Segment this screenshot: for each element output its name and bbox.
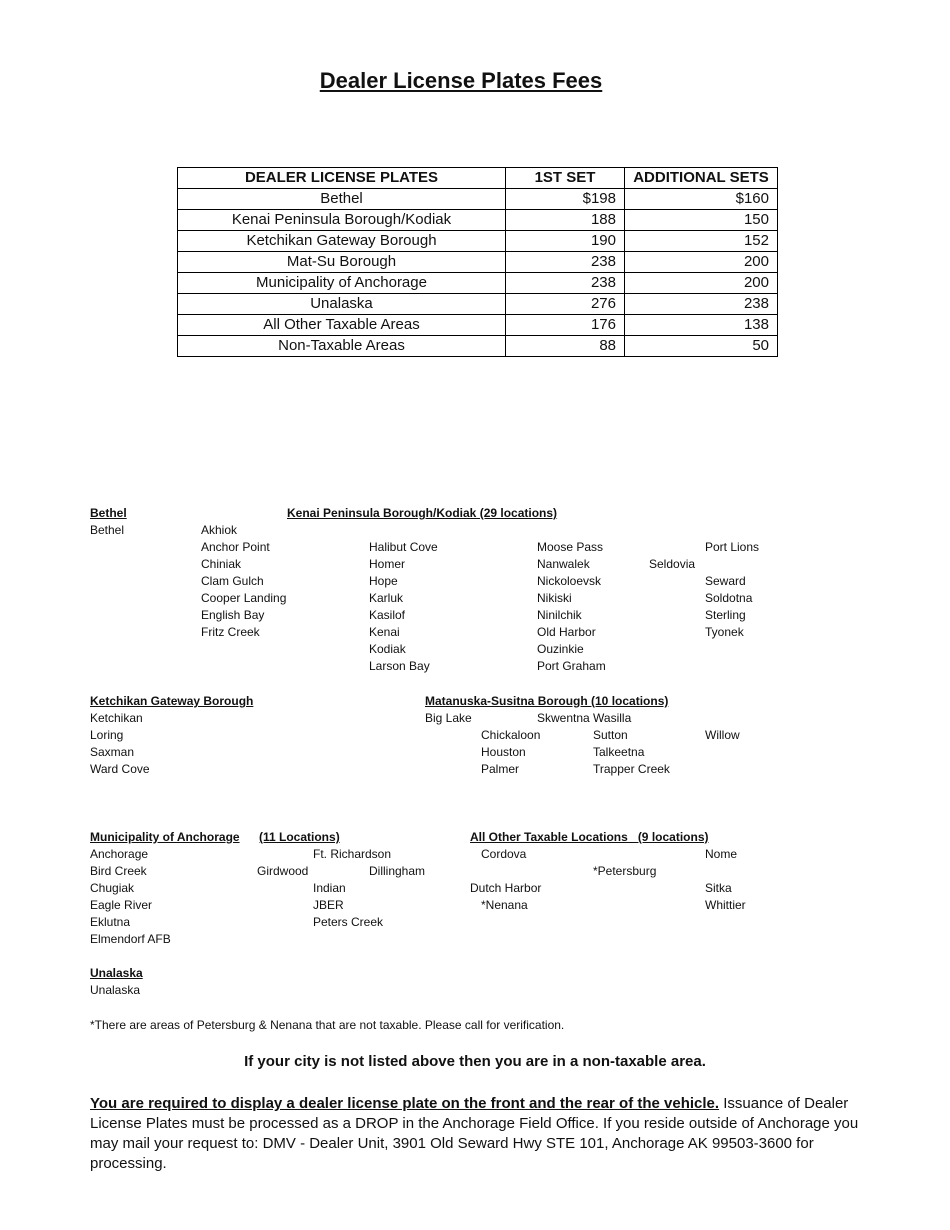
- table-row: [178, 294, 778, 315]
- location-item: Whittier: [705, 898, 746, 912]
- location-item: Skwentna Wasilla: [537, 711, 632, 725]
- first-set-cell: 238: [506, 252, 625, 273]
- column-header: DEALER LICENSE PLATES: [178, 168, 506, 189]
- location-item: Nickoloevsk: [537, 574, 602, 588]
- location-item: Ouzinkie: [537, 642, 584, 656]
- area-cell: Mat-Su Borough: [178, 252, 506, 273]
- area-cell: Ketchikan Gateway Borough: [178, 231, 506, 252]
- ketchikan-heading: Ketchikan Gateway Borough: [90, 694, 254, 708]
- location-item: Trapper Creek: [593, 762, 670, 776]
- location-item: Sterling: [705, 608, 746, 622]
- fees-table: [177, 167, 778, 357]
- table-row: [178, 315, 778, 336]
- location-item: Ft. Richardson: [313, 847, 392, 861]
- first-set-cell: 276: [506, 294, 625, 315]
- location-item: Anchor Point: [201, 540, 270, 554]
- location-item: Larson Bay: [369, 659, 430, 673]
- location-item: Kodiak: [369, 642, 406, 656]
- instructions-text: Issuance of Dealer License Plates must be processed as a DROP in the Anchorage Field Office. If you reside outside of Anchorage you may mail your request to: DMV - Dealer Unit, 3901 Old Seward Hwy STE 101, Anchorage AK 99503-3600 for processing.: [90, 1095, 859, 1172]
- location-item: Big Lake: [425, 711, 472, 725]
- location-item: Willow: [705, 728, 740, 742]
- location-item: Saxman: [90, 745, 135, 759]
- table-row: [178, 273, 778, 294]
- additional-sets-cell: 200: [625, 252, 778, 273]
- area-cell: Kenai Peninsula Borough/Kodiak: [178, 210, 506, 231]
- additional-sets-cell: 238: [625, 294, 778, 315]
- first-set-cell: 176: [506, 315, 625, 336]
- anchorage-heading: Municipality of Anchorage: [90, 830, 240, 844]
- location-item: Chugiak: [90, 881, 135, 895]
- additional-sets-cell: $160: [625, 189, 778, 210]
- additional-sets-cell: 138: [625, 315, 778, 336]
- location-item: Kasilof: [369, 608, 406, 622]
- location-item: Soldotna: [705, 591, 753, 605]
- matsu-heading: Matanuska-Susitna Borough (10 locations): [425, 694, 669, 708]
- location-item: Ward Cove: [90, 762, 150, 776]
- column-header: 1ST SET: [506, 168, 625, 189]
- location-item: English Bay: [201, 608, 265, 622]
- location-item: Hope: [369, 574, 398, 588]
- location-item: Old Harbor: [537, 625, 596, 639]
- first-set-cell: 238: [506, 273, 625, 294]
- kenai-heading: Kenai Peninsula Borough/Kodiak (29 locations): [287, 506, 558, 520]
- location-item: Chiniak: [201, 557, 242, 571]
- location-item: Loring: [90, 728, 124, 742]
- location-item: Akhiok: [201, 523, 238, 537]
- location-item: Ketchikan: [90, 711, 143, 725]
- location-item: Nome: [705, 847, 738, 861]
- location-item: *Nenana: [481, 898, 528, 912]
- first-set-cell: $198: [506, 189, 625, 210]
- location-item: Eklutna: [90, 915, 131, 929]
- footnote: *There are areas of Petersburg & Nenana that are not taxable. Please call for verification.: [90, 1018, 565, 1032]
- location-item: Cordova: [481, 847, 527, 861]
- location-item: Talkeetna: [593, 745, 645, 759]
- location-item: Ninilchik: [537, 608, 582, 622]
- column-header: ADDITIONAL SETS: [625, 168, 778, 189]
- location-item: Dillingham: [369, 864, 426, 878]
- area-cell: Non-Taxable Areas: [178, 336, 506, 357]
- other-heading: All Other Taxable Locations (9 locations): [470, 830, 709, 844]
- additional-sets-cell: 200: [625, 273, 778, 294]
- location-item: Peters Creek: [313, 915, 384, 929]
- location-item: Fritz Creek: [201, 625, 260, 639]
- location-item: Indian: [313, 881, 346, 895]
- area-cell: Bethel: [178, 189, 506, 210]
- location-item: Unalaska: [90, 983, 141, 997]
- first-set-cell: 88: [506, 336, 625, 357]
- location-item: Nanwalek: [537, 557, 590, 571]
- area-cell: All Other Taxable Areas: [178, 315, 506, 336]
- location-item: Homer: [369, 557, 406, 571]
- location-item: Sutton: [593, 728, 628, 742]
- location-item: Sitka: [705, 881, 732, 895]
- location-item: Cooper Landing: [201, 591, 287, 605]
- location-item: Karluk: [369, 591, 404, 605]
- location-item: Halibut Cove: [369, 540, 438, 554]
- location-item: Elmendorf AFB: [90, 932, 171, 946]
- non-taxable-notice: If your city is not listed above then you are in a non-taxable area.: [244, 1053, 706, 1070]
- location-item: Seldovia: [649, 557, 696, 571]
- location-item: *Petersburg: [593, 864, 657, 878]
- location-item: Nikiski: [537, 591, 572, 605]
- first-set-cell: 190: [506, 231, 625, 252]
- location-item: Palmer: [481, 762, 520, 776]
- table-row: [178, 189, 778, 210]
- table-row: [178, 210, 778, 231]
- bethel-heading: Bethel: [90, 506, 127, 520]
- location-item: Houston: [481, 745, 526, 759]
- table-row: [178, 252, 778, 273]
- table-row: [178, 336, 778, 357]
- location-item: Bird Creek: [90, 864, 147, 878]
- additional-sets-cell: 150: [625, 210, 778, 231]
- location-item: JBER: [313, 898, 344, 912]
- additional-sets-cell: 152: [625, 231, 778, 252]
- location-item: Port Lions: [705, 540, 760, 554]
- table-header-row: [178, 168, 778, 189]
- location-item: Bethel: [90, 523, 125, 537]
- anchorage-count: (11 Locations): [259, 830, 340, 844]
- location-item: Port Graham: [537, 659, 606, 673]
- unalaska-heading: Unalaska: [90, 966, 143, 980]
- location-item: Girdwood: [257, 864, 309, 878]
- requirement-text: You are required to display a dealer license plate on the front and the rear of the vehicle.: [90, 1095, 720, 1112]
- page-title: Dealer License Plates Fees: [319, 68, 603, 93]
- first-set-cell: 188: [506, 210, 625, 231]
- area-cell: Municipality of Anchorage: [178, 273, 506, 294]
- location-item: Eagle River: [90, 898, 153, 912]
- location-item: Tyonek: [705, 625, 744, 639]
- additional-sets-cell: 50: [625, 336, 778, 357]
- instructions-paragraph: [90, 1094, 870, 1174]
- location-item: Chickaloon: [481, 728, 541, 742]
- area-cell: Unalaska: [178, 294, 506, 315]
- location-item: Anchorage: [90, 847, 149, 861]
- location-item: Seward: [705, 574, 746, 588]
- location-item: Kenai: [369, 625, 400, 639]
- location-item: Moose Pass: [537, 540, 604, 554]
- table-row: [178, 231, 778, 252]
- location-item: Clam Gulch: [201, 574, 264, 588]
- location-item: Dutch Harbor: [470, 881, 542, 895]
